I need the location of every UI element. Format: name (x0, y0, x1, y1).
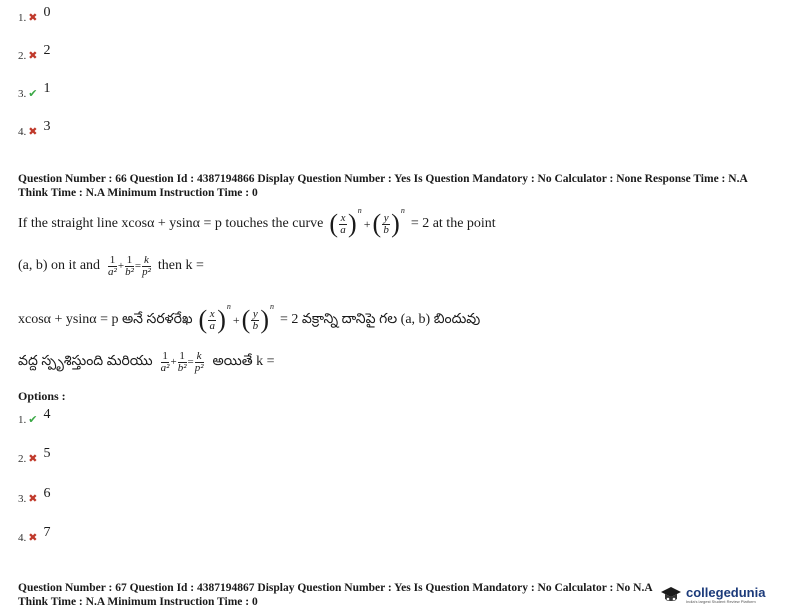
cross-icon: ✖ (28, 12, 38, 24)
collegedunia-logo (660, 580, 788, 610)
option-number: 2. (18, 50, 27, 62)
numerator: y (383, 211, 389, 224)
question-telugu-line1 (18, 302, 480, 338)
prev-option-4 (18, 116, 50, 138)
question-meta: Question Number : 66 Question Id : 4387194866 Display Question Number : Yes Is Question Mandatory : No Calculator : None Response Time : N.A Think Time : N.A Minimum Instruction Time : 0 (18, 173, 748, 199)
denominator: a² (108, 265, 117, 278)
question-text: (a, b) on it and (18, 258, 101, 273)
option-number: 4. (18, 532, 27, 544)
question-meta: Question Number : 67 Question Id : 4387194867 Display Question Number : Yes Is Question Mandatory : No Calculator : No N.A Think Time : N.A Minimum Instruction Time : 0 (18, 582, 653, 608)
denominator: p² (142, 265, 151, 278)
graduation-cap-icon (660, 585, 682, 605)
denominator: a (340, 223, 346, 236)
option-number: 4. (18, 126, 27, 138)
exponent: n (357, 205, 362, 215)
option-number: 3. (18, 493, 27, 505)
exponent: n (400, 205, 405, 215)
numerator: 1 (126, 253, 133, 266)
brand-tagline: India's largest Student Review Platform (686, 599, 756, 604)
option-value: 5 (43, 446, 51, 461)
question-text-telugu: xcosα + ysinα = p అనే సరళరేఖ (18, 311, 193, 327)
denominator: a² (160, 361, 170, 374)
exponent: n (226, 301, 231, 311)
math-term-x-over-a: ( $\frac{x}{a}$ ) n (329, 205, 362, 238)
numerator: k (196, 349, 202, 362)
prev-option-3 (18, 78, 50, 100)
plus-sign: + (117, 260, 125, 272)
denominator: b² (125, 265, 134, 278)
numerator: y (252, 307, 258, 320)
numerator: k (144, 253, 149, 266)
math-term-y-over-b: ( $\frac{y}{b}$ ) n (372, 205, 405, 238)
numerator: x (340, 211, 346, 224)
numerator: 1 (162, 349, 168, 362)
plus-sign: + (232, 312, 240, 327)
question-english-line2 (18, 250, 204, 282)
numerator: 1 (179, 349, 185, 362)
question-text: = 2 at the point (410, 216, 496, 231)
question-text-telugu: = 2 వక్రాన్ని దానిపై గల (a, b) బిందువు (280, 311, 481, 327)
plus-sign: + (363, 216, 371, 231)
option-value: 1 (43, 81, 51, 96)
math-term-y-over-b: ( $\frac{y}{b}$ ) n (241, 301, 274, 334)
prev-option-2 (18, 40, 50, 62)
option-3 (18, 483, 50, 505)
denominator: a (209, 319, 215, 332)
option-2 (18, 443, 50, 465)
option-value: 0 (43, 5, 51, 20)
option-number: 1. (18, 414, 27, 426)
option-value: 7 (43, 525, 51, 540)
brand-name: collegedunia (686, 585, 766, 600)
prev-option-1 (18, 2, 50, 24)
question-text-telugu: అయితే k = (212, 353, 275, 369)
check-icon: ✔ (28, 414, 38, 426)
numerator: 1 (109, 253, 116, 266)
denominator: b (252, 319, 259, 332)
question-english-line1 (18, 206, 496, 242)
denominator: p² (194, 361, 204, 374)
option-value: 4 (43, 407, 51, 422)
numerator: x (209, 307, 215, 320)
cross-icon: ✖ (28, 493, 38, 505)
math-term-x-over-a: ( $\frac{x}{a}$ ) n (198, 301, 231, 334)
cross-icon: ✖ (28, 453, 38, 465)
plus-sign: + (170, 356, 177, 368)
check-icon: ✔ (28, 88, 38, 100)
equals-sign: = (134, 260, 142, 272)
option-number: 2. (18, 453, 27, 465)
cross-icon: ✖ (28, 50, 38, 62)
exponent: n (270, 301, 274, 311)
question-text: If the straight line xcosα + ysinα = p touches the curve (18, 216, 324, 231)
option-number: 3. (18, 88, 27, 100)
option-value: 2 (43, 43, 51, 58)
option-number: 1. (18, 12, 27, 24)
options-label: Options : (18, 389, 66, 403)
option-value: 6 (43, 486, 51, 501)
question-text-telugu: వద్ద స్పృశిస్తుంది మరియు (18, 353, 153, 369)
cross-icon: ✖ (28, 532, 38, 544)
denominator: b (383, 223, 389, 236)
option-1 (18, 404, 50, 426)
question-text: then k = (157, 258, 204, 273)
option-4 (18, 522, 50, 544)
denominator: b² (177, 361, 187, 374)
question-telugu-line2 (18, 346, 275, 378)
option-value: 3 (43, 119, 51, 134)
cross-icon: ✖ (28, 126, 38, 138)
equals-sign: = (187, 356, 194, 368)
